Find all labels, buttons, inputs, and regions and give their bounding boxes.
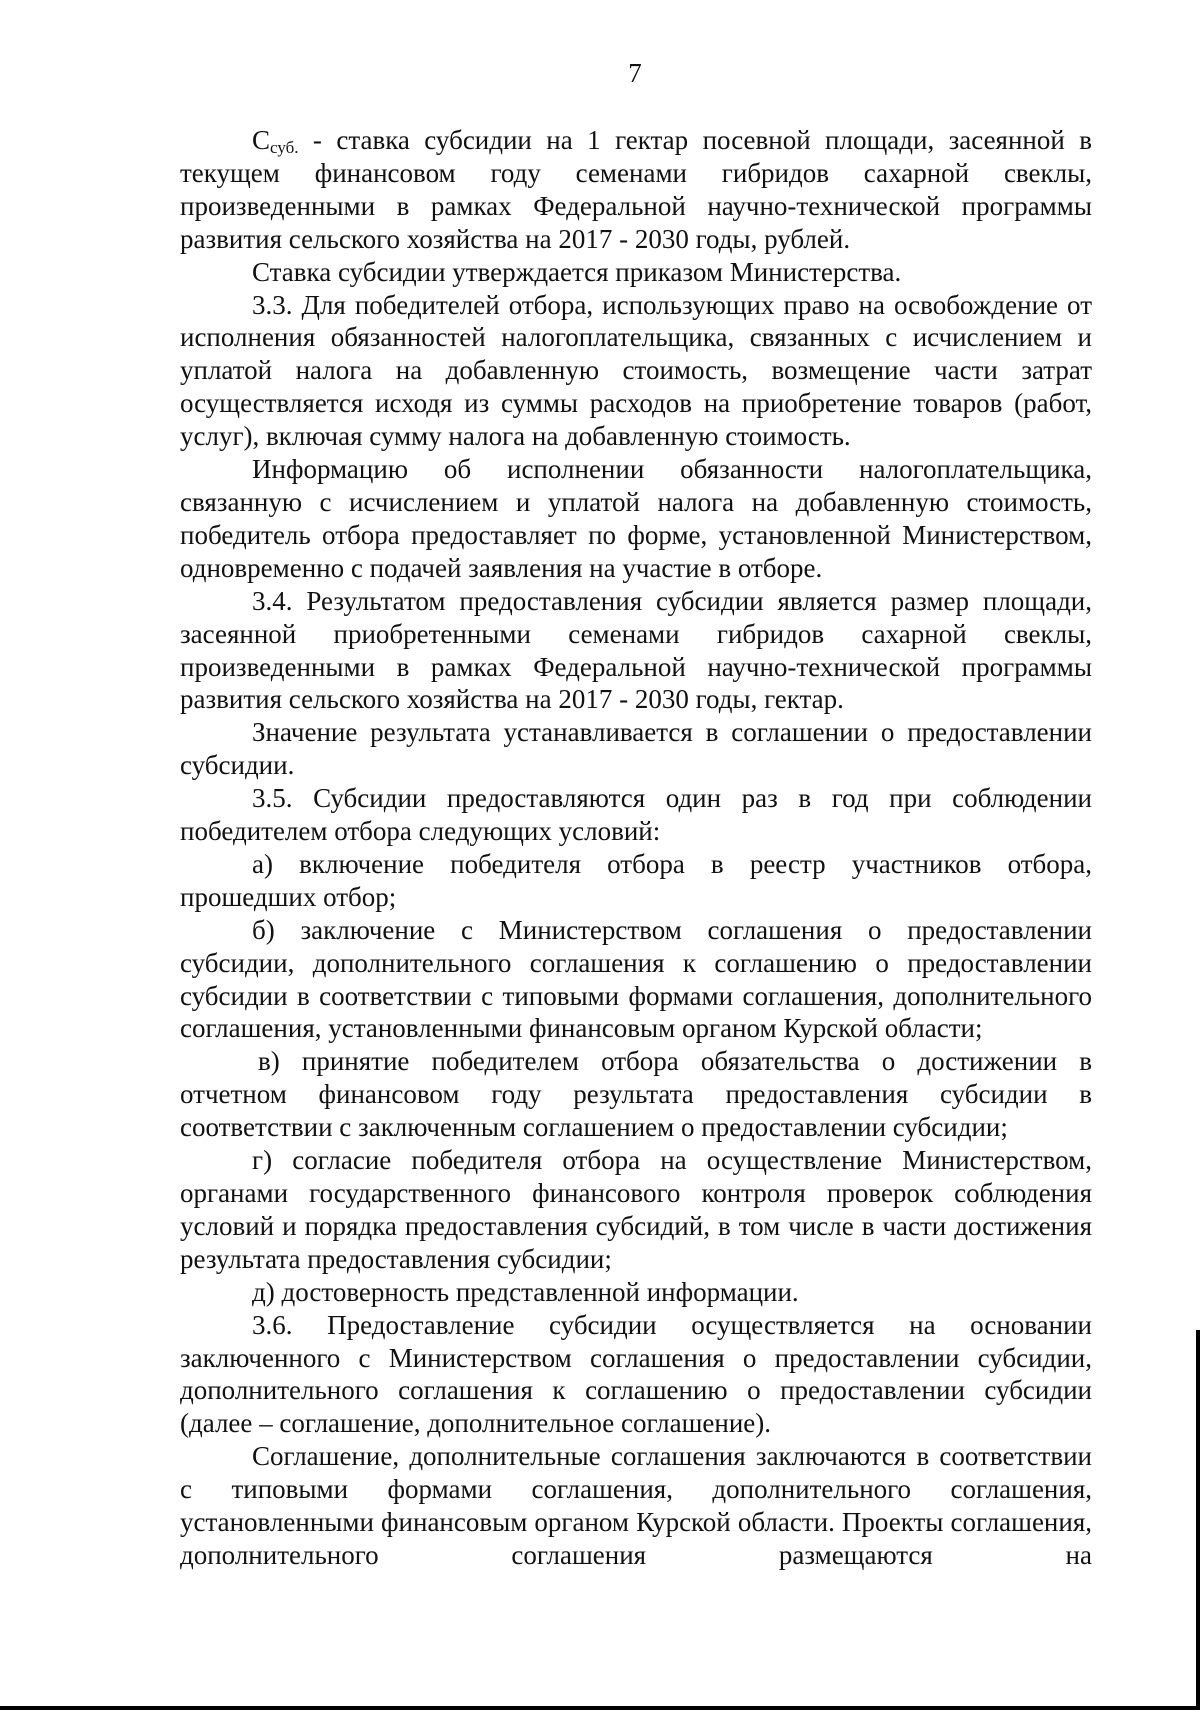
document-body — [180, 124, 1092, 1572]
scan-edge-bottom — [0, 1706, 1200, 1710]
paragraph-agreement-forms: Соглашение, дополнительные соглашения заключаются в соответствии с типовыми формами соглашения, дополнительного соглашения, установленными финансовым органом Курской области. Проекты соглашения, дополнительного соглашения размещаются на — [180, 1441, 1092, 1570]
page-number: 7 — [628, 58, 642, 88]
paragraph-result-value: Значение результата устанавливается в соглашении о предоставлении субсидии. — [180, 717, 1092, 781]
paragraph-3-3: 3.3. Для победителей отбора, использующих право на освобождение от исполнения обязанностей налогоплательщика, связанных с исчислением и уплатой налога на добавленную стоимость, возмещение части затрат осуществляется исходя из суммы расходов на приобретение товаров (работ, услуг), включая сумму налога на добавленную стоимость. — [180, 289, 1092, 452]
paragraph-3-4: 3.4. Результатом предоставления субсидии является размер площади, засеянной приобретенными семенами гибридов сахарной свеклы, произведенными в рамках Федеральной научно-технической программы развития сельского хозяйства на 2017 - 2030 годы, гектар. — [180, 585, 1092, 715]
paragraph-tax-information: Информацию об исполнении обязанности налогоплательщика, связанную с исчислением и уплатой налога на добавленную стоимость, победитель отбора предоставляет по форме, установленной Министерством, одновременно с подачей заявления на участие в отборе. — [180, 454, 1092, 583]
condition-a: а) включение победителя отбора в реестр участников отбора, прошедших отбор; — [180, 848, 1092, 912]
paragraph-rate-approval: Ставка субсидии утверждается приказом Министерства. — [252, 256, 902, 287]
condition-d: д) достоверность представленной информации. — [252, 1276, 799, 1307]
condition-v: в) принятие победителем отбора обязательства о достижении в отчетном финансовом году результата предоставления субсидии в соответствии с заключенным соглашением о предоставлении субсидии; — [180, 1046, 1092, 1143]
formula-symbol: $С_{суб.}$ — [252, 125, 299, 157]
condition-b: б) заключение с Министерством соглашения о предоставлении субсидии, дополнительного соглашения к соглашению о предоставлении субсидии в соответствии с типовыми формами соглашения, дополнительного соглашения, установленными финансовым органом Курской области; — [180, 914, 1092, 1044]
paragraph-3-5: 3.5. Субсидии предоставляются один раз в год при соблюдении победителем отбора следующих условий: — [180, 783, 1092, 847]
condition-g: г) согласие победителя отбора на осуществление Министерством, органами государственного финансового контроля проверок соблюдения условий и порядка предоставления субсидий, в том числе в части достижения результата предоставления субсидии; — [180, 1145, 1092, 1274]
paragraph-3-6: 3.6. Предоставление субсидии осуществляется на основании заключенного с Министерством соглашения о предоставлении субсидии, дополнительного соглашения к соглашению о предоставлении субсидии (далее – соглашение, дополнительное соглашение). — [180, 1309, 1092, 1439]
scan-edge-right — [1196, 1330, 1200, 1710]
paragraph-subsidy-rate-definition: $С_{суб.}$ - ставка субсидии на 1 гектар посевной площади, засеянной в текущем финансовом году семенами гибридов сахарной свеклы, произведенными в рамках Федеральной научно-технической программы развития сельского хозяйства на 2017 - 2030 годы, рублей. — [180, 125, 1092, 254]
